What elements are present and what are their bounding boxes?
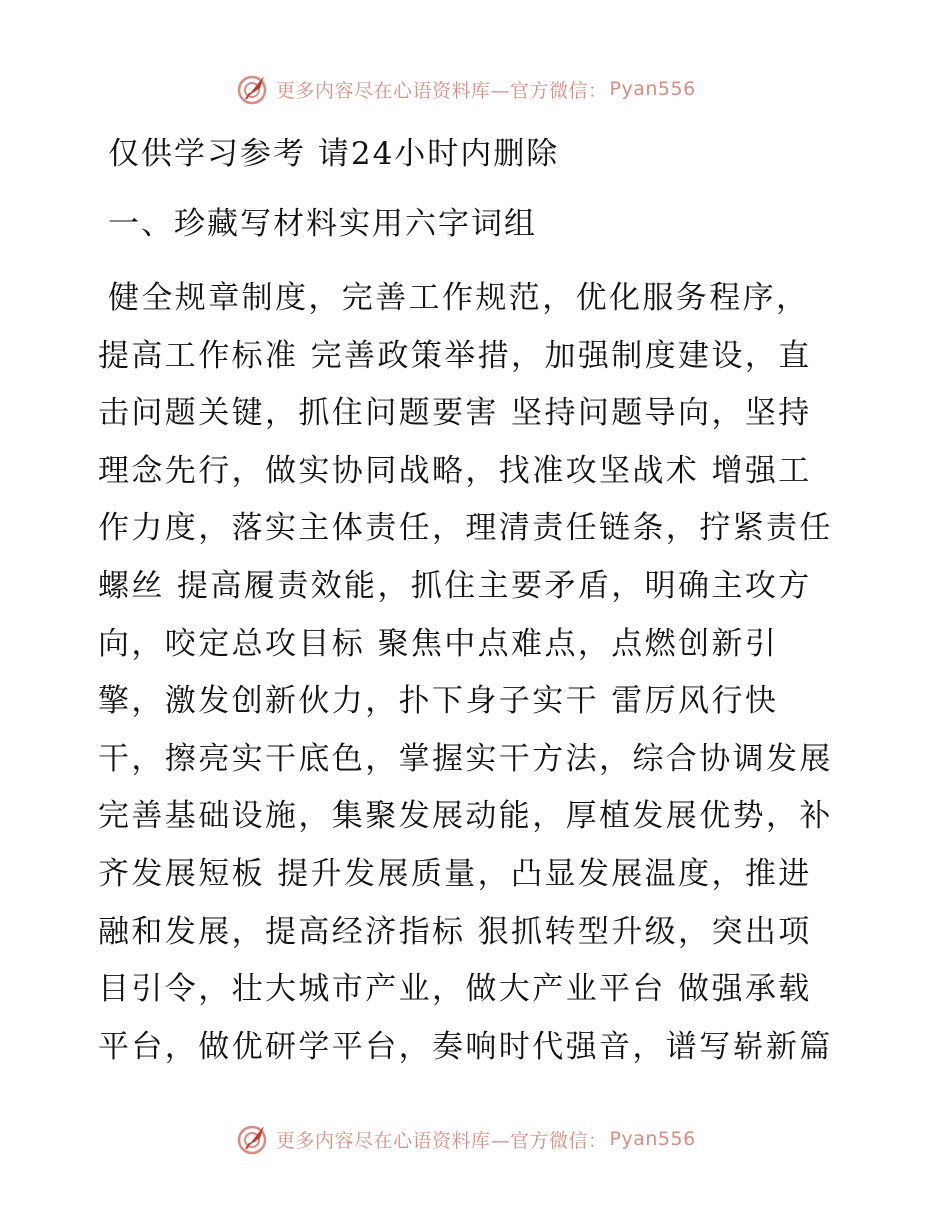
section-title: 一、珍藏写材料实用六字词组	[108, 206, 537, 242]
watermark-wechat-id: Pyan556	[609, 1128, 696, 1150]
body-line: 干，擦亮实干底色，掌握实干方法，综合协调发展	[98, 740, 833, 777]
usage-notice: 仅供学习参考 请24小时内删除	[108, 136, 560, 172]
body-line: 齐发展短板 提升发展质量，凸显发展温度，推进	[98, 855, 812, 892]
watermark-text	[276, 1126, 696, 1153]
header-watermark	[236, 72, 696, 106]
watermark-text	[276, 76, 696, 103]
body-line: 平台，做优研学平台，奏响时代强音，谱写崭新篇	[98, 1028, 833, 1065]
quill-logo-icon	[236, 72, 270, 106]
body-text	[98, 270, 858, 1076]
quill-logo-icon	[236, 1122, 270, 1156]
body-line: 理念先行，做实协同战略，找准攻坚战术 增强工	[98, 452, 812, 489]
body-line: 健全规章制度，完善工作规范，优化服务程序，	[108, 280, 810, 316]
body-line: 融和发展，提高经济指标 狠抓转型升级，突出项	[98, 913, 812, 950]
body-line: 完善基础设施，集聚发展动能，厚植发展优势，补	[98, 798, 833, 835]
body-line: 螺丝 提高履责效能，抓住主要矛盾，明确主攻方	[98, 567, 812, 604]
body-line: 目引令，壮大城市产业，做大产业平台 做强承载	[98, 971, 812, 1008]
body-line: 作力度，落实主体责任，理清责任链条，拧紧责任	[98, 510, 833, 547]
watermark-label: 更多内容尽在心语资料库—官方微信：	[276, 1129, 608, 1152]
watermark-label: 更多内容尽在心语资料库—官方微信：	[276, 79, 608, 102]
body-line: 擎，激发创新伙力，扑下身子实干 雷厉风行快	[98, 683, 779, 720]
body-line: 向，咬定总攻目标 聚焦中点难点，点燃创新引	[98, 625, 779, 662]
watermark-wechat-id: Pyan556	[609, 78, 696, 100]
body-line: 提高工作标准 完善政策举措，加强制度建设，直	[98, 337, 812, 374]
body-line: 击问题关键，抓住问题要害 坚持问题导向，坚持	[98, 395, 812, 432]
footer-watermark	[236, 1122, 696, 1156]
